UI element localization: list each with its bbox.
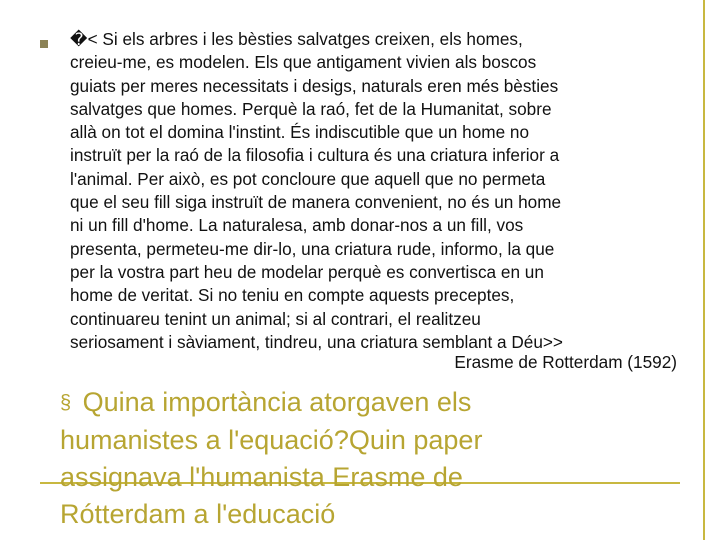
- bullet-square-icon: [40, 40, 48, 48]
- quote-line: ni un fill d'home. La naturalesa, amb donar-nos a un fill, vos: [70, 215, 524, 236]
- question-block: [60, 384, 660, 533]
- quote-line: home de veritat. Si no teniu en compte aquests preceptes,: [70, 285, 515, 306]
- question-line: humanistes a l'equació?Quin paper: [60, 425, 483, 455]
- quote-line: continuareu tenint un animal; si al contrari, el realitzeu: [70, 308, 481, 329]
- quote-line: seriosament i sàviament, tindreu, una criatura semblant a Déu>>: [70, 331, 563, 352]
- quote-line: creieu-me, es modelen. Els que antigament vivien als boscos: [70, 52, 537, 73]
- quote-line: que el seu fill siga instruït de manera convenient, no és un home: [70, 192, 562, 213]
- quote-line: guiats per meres necessitats i desigs, naturals eren més bèsties: [70, 75, 559, 96]
- quote-attribution: Erasme de Rotterdam (1592): [454, 352, 677, 372]
- quote-line: l'animal. Per això, es pot concloure que aquell que no permeta: [70, 168, 546, 189]
- quote-line: instruït per la raó de la filosofia i cultura és una criatura inferior a: [70, 145, 560, 166]
- question-line: [60, 384, 660, 422]
- section-sign-icon: §: [60, 392, 72, 414]
- quote-line: per la vostra part heu de modelar perquè es convertisca en un: [70, 261, 544, 282]
- quote-paragraph: [70, 28, 680, 354]
- question-line: Rótterdam a l'educació: [60, 499, 336, 529]
- question-line-text: Quina importància atorgaven els: [82, 387, 472, 417]
- quote-line: presenta, permeteu-me dir-lo, una criatura rude, informo, la que: [70, 238, 555, 259]
- question-line: assignava l'humanista Erasme de: [60, 462, 463, 492]
- quote-line: �< Si els arbres i les bèsties salvatges creixen, els homes,: [70, 29, 523, 49]
- right-border-line: [703, 0, 705, 540]
- quote-line: salvatges que homes. Perquè la raó, fet de la Humanitat, sobre: [70, 98, 552, 119]
- quote-line: allà on tot el domina l'instint. És indiscutible que un home no: [70, 122, 530, 143]
